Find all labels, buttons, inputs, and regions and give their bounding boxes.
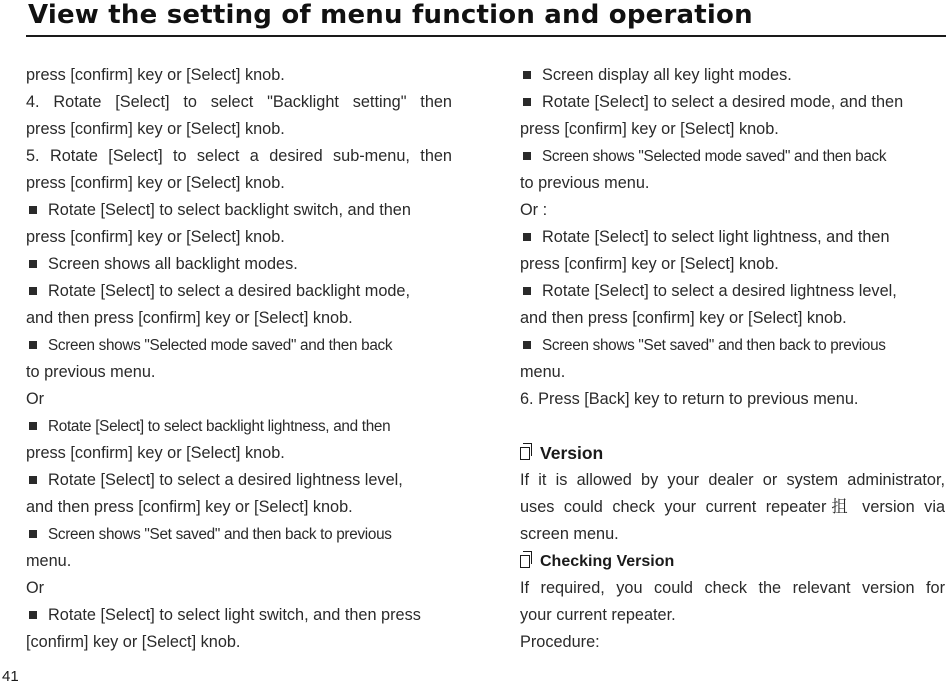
bullet-square-icon bbox=[29, 341, 37, 349]
bullet-item bbox=[26, 413, 452, 440]
bullet-square-icon bbox=[29, 530, 37, 538]
bullet-text: Screen shows "Set saved" and then back to previous bbox=[542, 337, 886, 354]
text-line: 5. Rotate [Select] to select a desired sub-menu, then bbox=[26, 147, 452, 165]
bullet-square-icon bbox=[523, 287, 531, 295]
bullet-square-icon bbox=[523, 233, 531, 241]
text-line: menu. bbox=[520, 363, 566, 381]
text-line: to previous menu. bbox=[520, 174, 650, 192]
text-line: 4. Rotate [Select] to select "Backlight setting" then bbox=[26, 93, 452, 111]
bullet-text: Rotate [Select] to select backlight lightness, and then bbox=[48, 418, 391, 435]
bullet-item bbox=[520, 224, 945, 251]
bullet-square-icon bbox=[523, 152, 531, 160]
bullet-text: Rotate [Select] to select light lightness, and then bbox=[542, 228, 890, 246]
text-line: and then press [confirm] key or [Select] knob. bbox=[26, 498, 353, 516]
version-heading bbox=[520, 440, 945, 467]
bullet-square-icon bbox=[29, 287, 37, 295]
bullet-text: Screen shows all backlight modes. bbox=[48, 255, 298, 273]
text-line: press [confirm] key or [Select] knob. bbox=[26, 174, 285, 192]
bullet-item bbox=[520, 332, 945, 359]
bullet-square-icon bbox=[29, 611, 37, 619]
text-line: and then press [confirm] key or [Select] knob. bbox=[26, 309, 353, 327]
bullet-square-icon bbox=[29, 476, 37, 484]
bullet-square-icon bbox=[523, 341, 531, 349]
bullet-text: Rotate [Select] to select a desired lightness level, bbox=[48, 471, 403, 489]
bullet-item bbox=[26, 332, 452, 359]
text-line: [confirm] key or [Select] knob. bbox=[26, 633, 241, 651]
bullet-text: Screen display all key light modes. bbox=[542, 66, 792, 84]
bullet-item bbox=[26, 467, 452, 494]
text-line: press [confirm] key or [Select] knob. bbox=[520, 255, 779, 273]
bullet-square-icon bbox=[29, 422, 37, 430]
document-icon bbox=[520, 447, 530, 460]
bullet-item bbox=[520, 278, 945, 305]
text-line: press [confirm] key or [Select] knob. bbox=[26, 66, 285, 84]
text-line: Or bbox=[26, 579, 45, 597]
right-column bbox=[520, 62, 945, 656]
bullet-square-icon bbox=[523, 98, 531, 106]
bullet-text: Screen shows "Set saved" and then back to previous bbox=[48, 526, 392, 543]
bullet-text: Screen shows "Selected mode saved" and then back bbox=[542, 148, 887, 165]
bullet-square-icon bbox=[523, 71, 531, 79]
text-line: Or bbox=[26, 390, 45, 408]
bullet-text: Rotate [Select] to select light switch, and then press bbox=[48, 606, 421, 624]
bullet-item bbox=[520, 89, 945, 116]
title-divider bbox=[26, 35, 946, 37]
checking-version-heading bbox=[520, 548, 945, 575]
text-line: menu. bbox=[26, 552, 72, 570]
text-line: If it is allowed by your dealer or system administrator, bbox=[520, 471, 945, 489]
text-line: and then press [confirm] key or [Select] knob. bbox=[520, 309, 847, 327]
section-title: Version bbox=[540, 443, 604, 463]
text-line: screen menu. bbox=[520, 525, 619, 543]
text-line: press [confirm] key or [Select] knob. bbox=[26, 228, 285, 246]
spacer bbox=[520, 413, 945, 440]
bullet-item bbox=[26, 602, 452, 629]
text-line: to previous menu. bbox=[26, 363, 156, 381]
bullet-text: Rotate [Select] to select a desired lightness level, bbox=[542, 282, 897, 300]
text-line: press [confirm] key or [Select] knob. bbox=[520, 120, 779, 138]
bullet-item bbox=[520, 143, 945, 170]
text-line: Procedure: bbox=[520, 633, 600, 651]
text-line: 6. Press [Back] key to return to previous menu. bbox=[520, 390, 859, 408]
bullet-text: Screen shows "Selected mode saved" and then back bbox=[48, 337, 393, 354]
bullet-item bbox=[520, 62, 945, 89]
text-line: If required, you could check the relevant version for bbox=[520, 579, 945, 597]
text-line: press [confirm] key or [Select] knob. bbox=[26, 444, 285, 462]
section-title: Checking Version bbox=[540, 553, 675, 570]
bullet-text: Rotate [Select] to select a desired backlight mode, bbox=[48, 282, 411, 300]
page-title: View the setting of menu function and operation bbox=[28, 0, 753, 30]
bullet-item bbox=[26, 197, 452, 224]
text-line: Or : bbox=[520, 201, 548, 219]
bullet-item bbox=[26, 278, 452, 305]
text-line: your current repeater. bbox=[520, 606, 676, 624]
left-column bbox=[26, 62, 452, 656]
bullet-square-icon bbox=[29, 206, 37, 214]
page-number: 41 bbox=[2, 668, 19, 685]
document-icon bbox=[520, 555, 530, 568]
bullet-text: Rotate [Select] to select a desired mode, and then bbox=[542, 93, 904, 111]
bullet-square-icon bbox=[29, 260, 37, 268]
text-line: press [confirm] key or [Select] knob. bbox=[26, 120, 285, 138]
text-line: uses could check your current repeater抯 version via bbox=[520, 498, 945, 516]
bullet-item bbox=[26, 521, 452, 548]
bullet-item bbox=[26, 251, 452, 278]
bullet-text: Rotate [Select] to select backlight switch, and then bbox=[48, 201, 411, 219]
